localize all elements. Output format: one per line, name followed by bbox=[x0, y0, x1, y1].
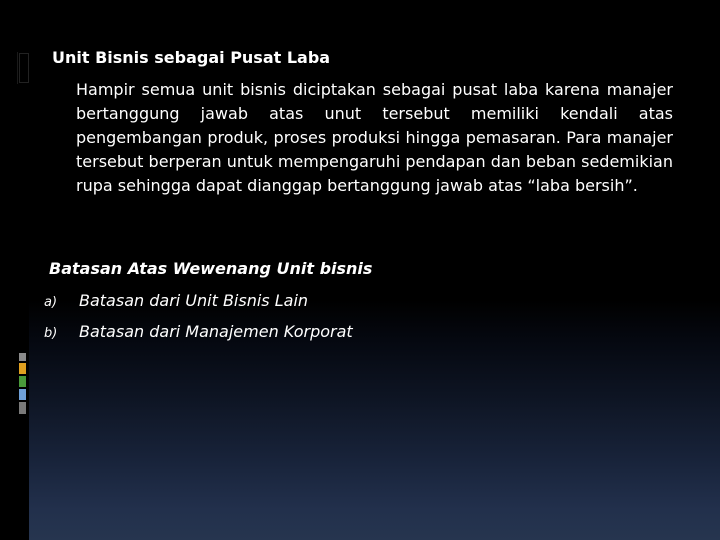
list-item-text: Batasan dari Manajemen Korporat bbox=[79, 322, 353, 341]
color-bar-green bbox=[19, 376, 26, 387]
color-bar-gray-bottom bbox=[19, 402, 26, 414]
color-bar-gray bbox=[19, 353, 26, 361]
list-item bbox=[44, 291, 308, 310]
list-item-text: Batasan dari Unit Bisnis Lain bbox=[79, 291, 309, 310]
decorative-bar-inner bbox=[20, 54, 28, 82]
list-item bbox=[44, 322, 353, 341]
subheading: Batasan Atas Wewenang Unit bisnis bbox=[49, 259, 373, 278]
slide-title: Unit Bisnis sebagai Pusat Laba bbox=[52, 48, 331, 67]
color-bar-orange bbox=[19, 363, 26, 374]
list-marker: b) bbox=[44, 326, 58, 341]
color-bar-blue bbox=[19, 389, 26, 400]
decorative-color-bars bbox=[19, 353, 26, 416]
list-marker: a) bbox=[44, 295, 58, 310]
decorative-bar-top bbox=[17, 52, 30, 84]
body-paragraph: Hampir semua unit bisnis diciptakan sebagai pusat laba karena manajer bertanggung jawab atas unut tersebut memiliki kendali atas pengembangan produk, proses produksi hingga pemasaran. Para manajer tersebut berperan untuk mempengaruhi pendapan dan beban sedemikian rupa sehingga dapat dianggap bertanggung jawab atas “laba bersih”. bbox=[76, 80, 673, 195]
